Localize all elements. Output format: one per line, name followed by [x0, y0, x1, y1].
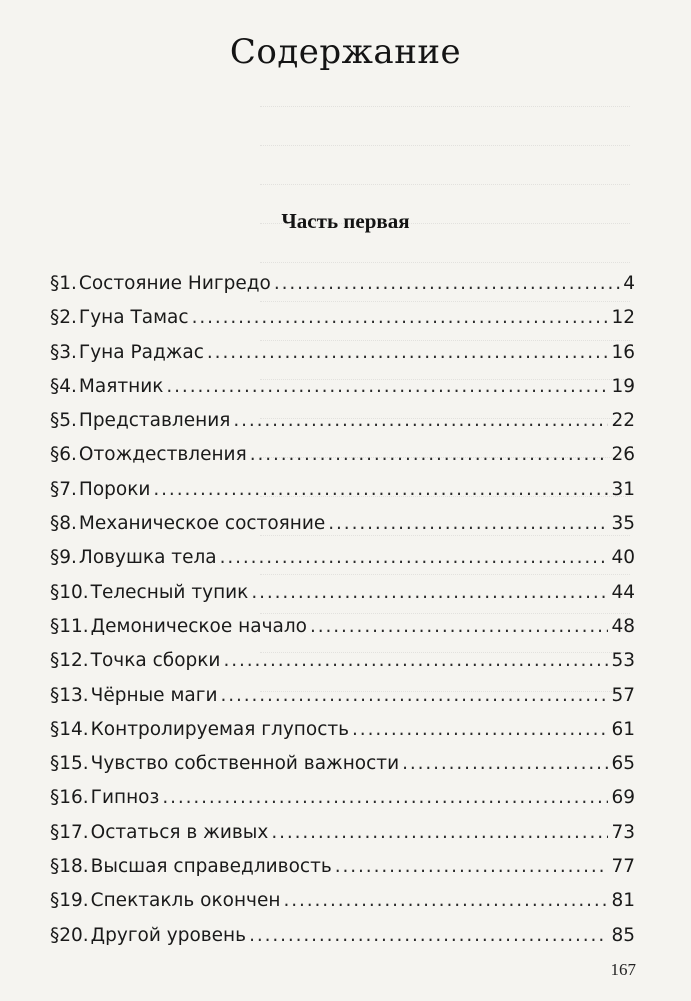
- toc-leader-dots: [271, 822, 608, 843]
- toc-entry-number: §15.: [50, 753, 89, 775]
- toc-entry-page: 61: [611, 718, 635, 740]
- toc-leader-dots: [153, 479, 608, 500]
- toc-entry-title: Гуна Раджас: [78, 341, 204, 363]
- toc-entry-title: Маятник: [78, 375, 164, 397]
- toc-entry-title: Чувство собственной важности: [90, 753, 400, 775]
- toc-entry: [50, 410, 635, 444]
- toc-entry-number: §9.: [50, 547, 77, 569]
- page-number: 167: [610, 960, 636, 979]
- toc-entry: [50, 719, 635, 753]
- toc-entry-number: §16.: [50, 787, 89, 809]
- toc-entry-number: §17.: [50, 821, 89, 843]
- toc-leader-dots: [162, 787, 608, 808]
- toc-leader-dots: [274, 273, 620, 294]
- toc-entry-number: §14.: [50, 718, 89, 740]
- toc-entry-title: Другой уровень: [90, 924, 247, 946]
- toc-entry-number: §18.: [50, 856, 89, 878]
- toc-entry: [50, 444, 635, 478]
- toc-entry-title: Представления: [78, 410, 231, 432]
- toc-entry-title: Механическое состояние: [78, 513, 326, 535]
- toc-entry-number: §8.: [50, 513, 77, 535]
- toc-leader-dots: [166, 376, 608, 397]
- toc-entry-page: 4: [623, 273, 635, 294]
- toc-entry-page: 26: [611, 444, 635, 466]
- toc-leader-dots: [328, 513, 608, 534]
- toc-entry-title: Телесный тупик: [90, 581, 249, 603]
- toc-entry: [50, 273, 635, 307]
- toc-entry-number: §10.: [50, 581, 89, 603]
- toc-entry-title: Спектакль окончен: [90, 890, 281, 912]
- toc-entry-title: Точка сборки: [90, 650, 221, 672]
- toc-entry-number: §5.: [50, 410, 77, 432]
- toc-leader-dots: [249, 925, 608, 946]
- toc-entry: [50, 616, 635, 650]
- toc-entry-title: Гипноз: [90, 787, 160, 809]
- toc-entry: [50, 925, 635, 959]
- toc-entry-page: 44: [611, 581, 635, 603]
- toc-entry: [50, 856, 635, 890]
- toc-entry: [50, 547, 635, 581]
- toc-entry-page: 12: [611, 307, 635, 329]
- toc-entry-number: §19.: [50, 890, 89, 912]
- toc-entry: [50, 650, 635, 684]
- toc-entry-number: §20.: [50, 924, 89, 946]
- toc-entry-page: 73: [611, 821, 635, 843]
- toc-entry-title: Контролируемая глупость: [90, 718, 350, 740]
- toc-entry-number: §4.: [50, 375, 77, 397]
- toc-entry-page: 69: [611, 787, 635, 809]
- toc-leader-dots: [283, 890, 608, 911]
- toc-entry: [50, 890, 635, 924]
- toc-entry: [50, 822, 635, 856]
- toc-entry: [50, 479, 635, 513]
- toc-entry-title: Чёрные маги: [90, 684, 218, 706]
- page-title: Содержание: [229, 32, 462, 72]
- toc-entry: [50, 753, 635, 787]
- toc-leader-dots: [250, 444, 609, 465]
- toc-leader-dots: [207, 342, 609, 363]
- toc-entry-page: 19: [611, 375, 635, 397]
- toc-entry-page: 65: [611, 753, 635, 775]
- toc-entry-number: §3.: [50, 341, 77, 363]
- toc-leader-dots: [310, 616, 608, 637]
- toc-entry-title: Остаться в живых: [90, 821, 269, 843]
- toc-leader-dots: [223, 650, 608, 671]
- toc-entry-title: Состояние Нигредо: [78, 273, 271, 294]
- part-heading: Часть первая: [281, 209, 410, 233]
- toc-entry-title: Пороки: [78, 478, 151, 500]
- toc-leader-dots: [233, 410, 608, 431]
- toc-entry: [50, 342, 635, 376]
- toc-entry-page: 77: [611, 856, 635, 878]
- toc-leader-dots: [192, 307, 609, 328]
- toc-entry: [50, 582, 635, 616]
- toc-leader-dots: [220, 685, 608, 706]
- toc-entry-page: 81: [611, 890, 635, 912]
- table-of-contents: [50, 273, 635, 959]
- toc-entry-number: §13.: [50, 684, 89, 706]
- toc-entry-page: 22: [611, 410, 635, 432]
- toc-entry-page: 85: [611, 924, 635, 946]
- toc-entry-page: 53: [611, 650, 635, 672]
- toc-leader-dots: [251, 582, 608, 603]
- toc-entry-title: Ловушка тела: [78, 547, 217, 569]
- toc-entry-page: 31: [611, 478, 635, 500]
- toc-entry: [50, 513, 635, 547]
- toc-entry: [50, 376, 635, 410]
- toc-leader-dots: [352, 719, 608, 740]
- toc-entry-number: §7.: [50, 478, 77, 500]
- toc-entry-number: §2.: [50, 307, 77, 329]
- toc-entry-number: §12.: [50, 650, 89, 672]
- toc-entry-title: Демоническое начало: [90, 615, 307, 637]
- toc-entry-page: 57: [611, 684, 635, 706]
- toc-entry-title: Гуна Тамас: [78, 307, 189, 329]
- toc-entry: [50, 307, 635, 341]
- toc-leader-dots: [220, 547, 609, 568]
- toc-leader-dots: [335, 856, 609, 877]
- toc-entry-page: 40: [611, 547, 635, 569]
- toc-entry-page: 35: [611, 513, 635, 535]
- toc-entry-title: Отождествления: [78, 444, 247, 466]
- toc-entry-page: 16: [611, 341, 635, 363]
- toc-entry-title: Высшая справедливость: [90, 856, 332, 878]
- toc-entry-number: §6.: [50, 444, 77, 466]
- toc-leader-dots: [402, 753, 608, 774]
- toc-entry-number: §1.: [50, 273, 77, 294]
- toc-entry: [50, 787, 635, 821]
- toc-entry-page: 48: [611, 615, 635, 637]
- toc-entry-number: §11.: [50, 615, 89, 637]
- toc-entry: [50, 685, 635, 719]
